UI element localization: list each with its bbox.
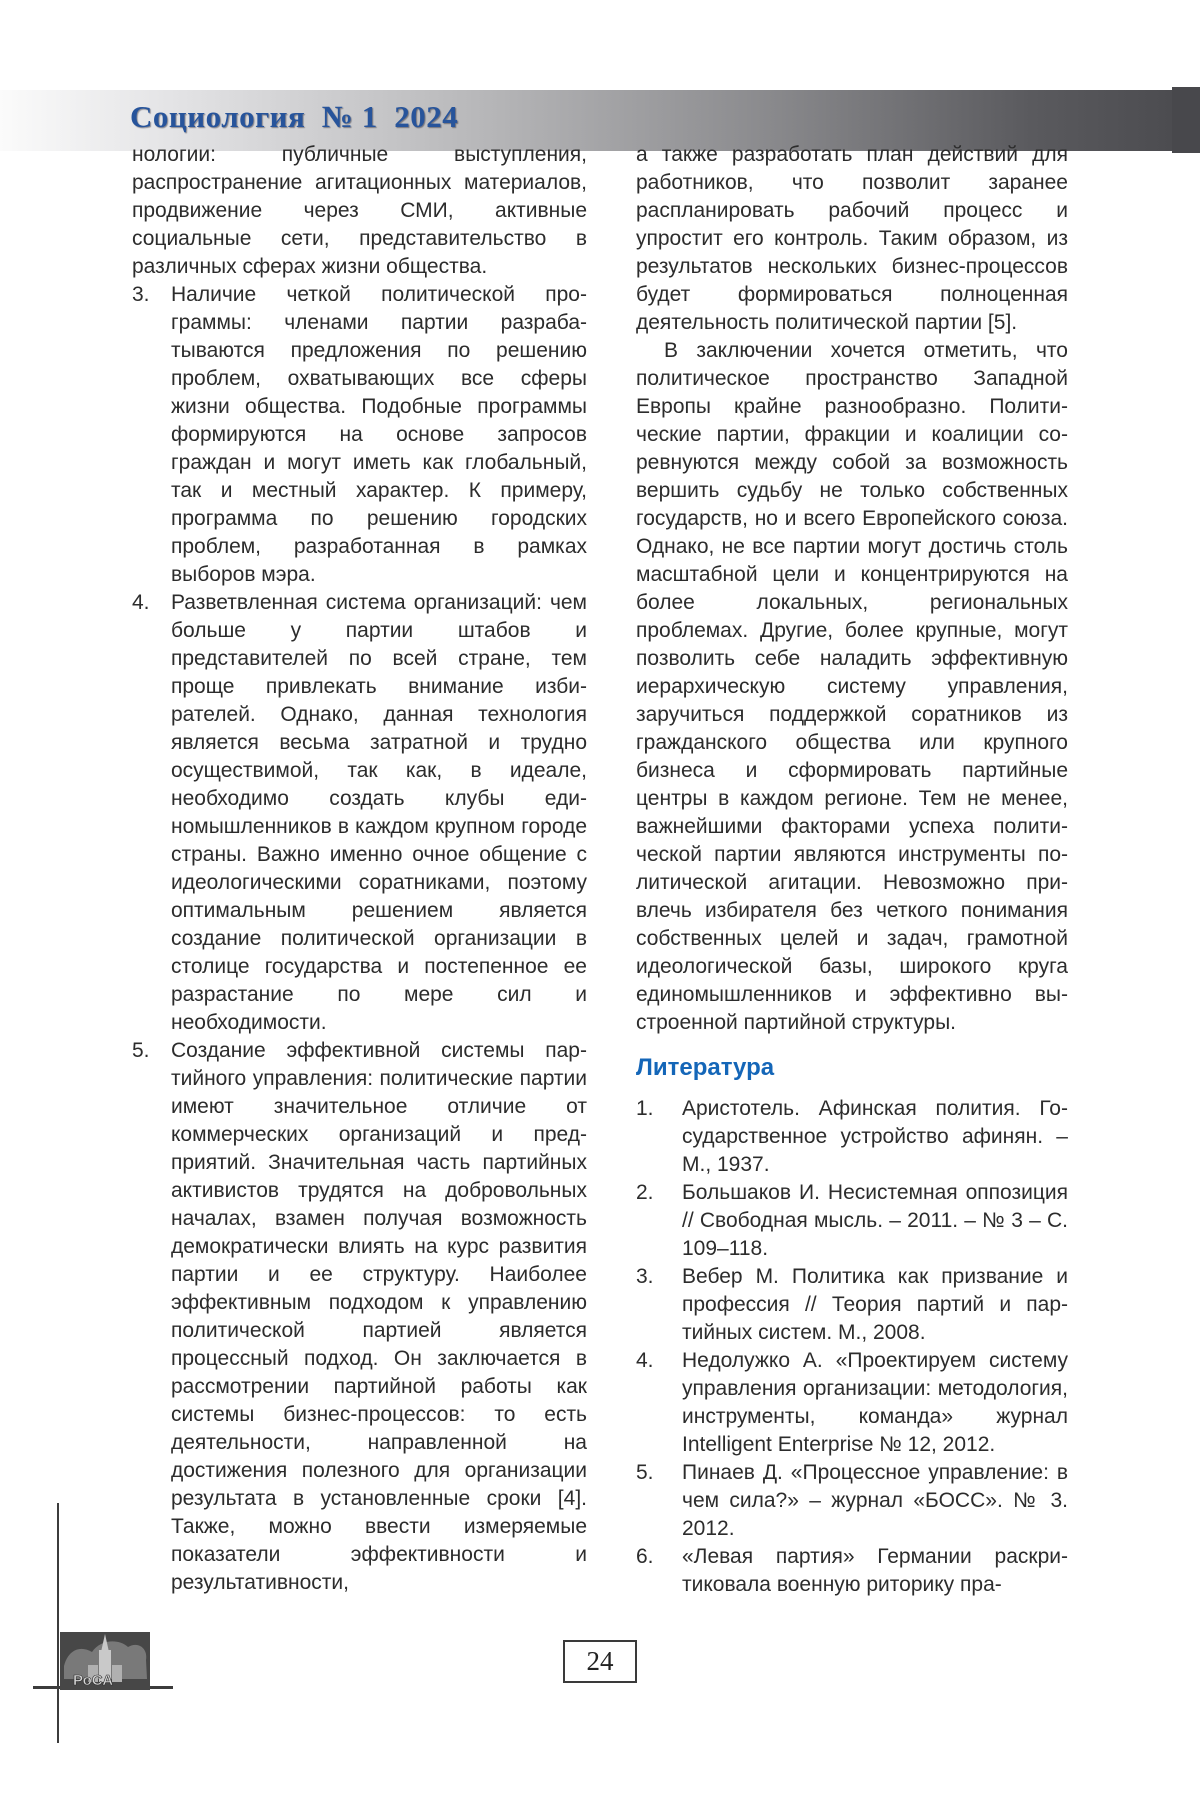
reference-item xyxy=(636,1459,1068,1543)
reference-text: Аристотель. Афинская полития. Государственное устройство афинян. – М., 1937. xyxy=(682,1097,1068,1176)
reference-text: Недолужко А. «Проектируем систему управления организации: методология, инструменты, команда» журнал Intelligent Enterprise № 12, 2012. xyxy=(682,1349,1068,1456)
literature-heading: Литература xyxy=(636,1054,775,1081)
reference-text: «Левая партия» Германии раскритиковала военную риторику пра- xyxy=(682,1545,1068,1596)
reference-number: 1. xyxy=(636,1097,654,1120)
reference-number: 4. xyxy=(636,1349,654,1372)
conclusion-paragraph: В заключении хочется отметить, что политическое пространство Западной Европы крайне разнообразно. Политические партии, фракции и коалиции соревнуются между собой за возможность вершить судьбу не только собственных государств, но и всего Европейского союза. Однако, не все партии могут достичь столь масштабной цели и концентрируются на более локальных, региональных проблемах. Другие, более крупные, могут позволить себе наладить эффективную иерархическую систему управления, заручиться поддержкой соратников из гражданского общества или крупного бизнеса и сформировать партийные центры в каждом регионе. Тем не менее, важнейшими факторами успеха политической партии являются инструменты политической агитации. Невозможно привлечь избирателя без четкого понимания собственных целей и задач, грамотной идеологической базы, широкого круга единомышленников и эффективно выстроенной партийной структуры. xyxy=(636,339,1068,1034)
reference-item xyxy=(636,1179,1068,1263)
body-paragraph: а также разработать план действий для работников, что позволит заранее распланировать рабочий процесс и упростит его контроль. Таким образом, из результатов нескольких бизнес-процессов будет формироваться полноценная деятельность политической партии [5]. xyxy=(636,143,1068,334)
list-item xyxy=(132,589,587,1037)
list-item xyxy=(132,1037,587,1597)
reference-item xyxy=(636,1543,1068,1599)
reference-text: Пинаев Д. «Процессное управление: в чем сила?» – журнал «БОСС». № 3. 2012. xyxy=(682,1461,1068,1540)
left-continuation-paragraph: нологии: публичные выступления, распространение агитационных материалов, продвижение через СМИ, активные социальные сети, представительство в различных сферах жизни общества. xyxy=(132,143,587,278)
page-number: 24 xyxy=(586,1646,614,1676)
list-item-number: 4. xyxy=(132,591,150,614)
reference-number: 5. xyxy=(636,1461,654,1484)
reference-item xyxy=(636,1347,1068,1459)
list-item-text: Разветвленная система организаций: чем больше у партии штабов и представителей по всей стране, тем проще привлекать внимание избирателей. Однако, данная технология является весьма затратной и трудно осуществимой, так как, в идеале, необходимо создать клубы единомышленников в каждом крупном городе страны. Важно именно очное общение с идеологическими соратниками, поэтому оптимальным решением является создание политической организации в столице государства и постепенное ее разрастание по мере сил и необходимости. xyxy=(171,591,587,1034)
reference-text: Вебер М. Политика как призвание и профессия // Теория партий и партийных систем. М., 2008. xyxy=(682,1265,1068,1344)
list-item-text: Наличие четкой политической программы: членами партии разрабатываются предложения по решению проблем, охватывающих все сферы жизни общества. Подобные программы формируются на основе запросов граждан и могут иметь как глобальный, так и местный характер. К примеру, программа по решению городских проблем, разработанная в рамках выборов мэра. xyxy=(171,283,587,586)
list-item xyxy=(132,281,587,589)
header-bar-right-edge xyxy=(1172,87,1200,153)
reference-number: 6. xyxy=(636,1545,654,1568)
registration-mark-vertical xyxy=(57,1503,59,1743)
rosa-logo xyxy=(60,1632,150,1690)
tower-right-wing xyxy=(112,1665,122,1682)
list-item-number: 3. xyxy=(132,283,150,306)
left-column xyxy=(132,141,587,1594)
reference-item xyxy=(636,1263,1068,1347)
reference-item xyxy=(636,1095,1068,1179)
rosa-logo-text: РоСА xyxy=(73,1672,114,1689)
page-number-box xyxy=(563,1640,637,1683)
reference-number: 2. xyxy=(636,1181,654,1204)
right-column xyxy=(636,141,1068,1671)
reference-text: Большаков И. Несистемная оппозиция // Свободная мысль. – 2011. – № 3 – С. 109–118. xyxy=(682,1181,1068,1260)
list-item-number: 5. xyxy=(132,1039,150,1062)
journal-title: Социология № 1 2024 xyxy=(130,99,459,134)
list-item-text: Создание эффективной системы партийного управления: политические партии имеют значительное отличие от коммерческих организаций и предприятий. Значительная часть партийных активистов трудятся на добровольных началах, взамен получая возможность демократически влиять на курс развития партии и ее структуру. Наиболее эффективным подходом к управлению политической партией является процессный подход. Он заключается в рассмотрении партийной работы как системы бизнес-процессов: то есть деятельности, направленной на достижения полезного для организации результата в установленные сроки [4]. Также, можно ввести измеряемые показатели эффективности и результативности, xyxy=(171,1039,587,1594)
reference-number: 3. xyxy=(636,1265,654,1288)
